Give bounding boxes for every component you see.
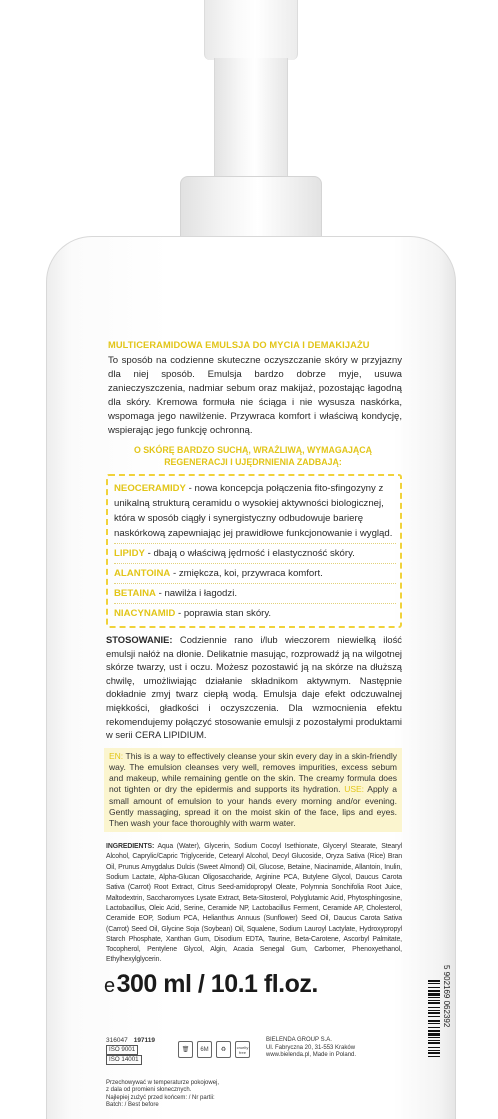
- barcode-bar: [428, 1033, 440, 1036]
- en-text: This is a way to effectively cleanse your skin every day in a skin-friendly way. The emulsion cleanses very well, removes impurities, excess sebum and makeup, while remaining gentle on the skin. The creamy formula does not tighten or dry the epidermis and supports its hydration.: [109, 750, 397, 795]
- barcode-bar: [428, 1047, 440, 1048]
- volume-mark: [104, 970, 402, 999]
- code-1: 316047: [106, 1036, 128, 1044]
- key-ingredient-text: - zmiękcza, koi, przywraca komfort.: [170, 568, 323, 579]
- iso-9001-badge: ISO 9001: [106, 1045, 138, 1055]
- barcode-bar: [428, 990, 440, 992]
- key-ingredient-item: [114, 479, 396, 544]
- e-mark: e: [104, 974, 115, 997]
- ingredients-label: INGREDIENTS:: [106, 843, 155, 851]
- barcode-bar: [428, 1002, 440, 1004]
- product-title: MULTICERAMIDOWA EMULSJA DO MYCIA I DEMAKIJAŻU: [108, 340, 370, 350]
- barcode-bar: [428, 1000, 440, 1001]
- key-ingredient-text: - nawilża i łagodzi.: [155, 588, 237, 599]
- key-ingredient-name: BETAINA: [114, 588, 156, 599]
- ingredients-text: Aqua (Water), Glycerin, Sodium Cocoyl Isethionate, Glyceryl Stearate, Stearyl Alcohol, Caprylic/Capric Triglyceride, Cetearyl Alcohol, Decyl Glucoside, Oryza Sativa (Rice) Bran Oil, Prunus Amygdalus Dulcis (Sweet Almond) Oil, Glucose, Betaine, Niacinamide, Allantoin, Inulin, Sodium Lactate, Alpha-Glucan Oligosaccharide, Arginine PCA, Butylene Glycol, Daucus Carota Sativa (Carrot) Root Extract, Citrus Seed-amidopropyl Oleate, Polymnia Sonchifolia Root Juice, Maltodextrin, Saccharomyces Lysate Extract, Beta-Sitosterol, Polyglutamic Acid, Phytosphingosine, Lactobacillus, Oleic Acid, Serine, Ceramide NP, Lactobacillus Ferment, Ceramide AP, Cholesterol, Ceramide EOP, Sodium PCA, Helianthus Annuus (Sunflower) Seed Oil, Daucus Carota Sativa (Carrot) Seed Oil, Glycine Soja (Soybean) Oil, Squalene, Sodium Lauroyl Lactylate, Hydroxypropyl Starch Phosphate, Xanthan Gum, Disodium EDTA, Taurine, Beta-Carotene, Ascorbyl Palmitate, Tocopherol, Pentylene Glycol, Algin, Acacia Senegal Gum, Carbomer, Phenoxyethanol, Ethylhexylglycerin.: [106, 843, 402, 964]
- key-ingredient-item: [114, 584, 396, 604]
- key-ingredient-item: [114, 604, 396, 623]
- trash-bin-icon: 🗑: [178, 1041, 193, 1058]
- barcode-bar: [428, 983, 440, 984]
- barcode-graphic: [428, 660, 451, 1060]
- english-section: [104, 748, 402, 832]
- label-footer: [106, 1035, 406, 1109]
- company-info: [266, 1037, 356, 1060]
- key-ingredient-text: - poprawia stan skóry.: [175, 608, 272, 619]
- product-codes: [106, 1035, 155, 1065]
- barcode-bar: [428, 1027, 440, 1028]
- key-ingredient-text: - nowa koncepcja połączenia fito-sfingozyny z unikalną strukturą ceramidu o wysokiej aktywności biologicznej, która w sposób ciągły i synergistyczny odbudowuje barierę naskórkową zapewniając jej prawidłowe funkcjonowanie i wygląd.: [114, 483, 393, 539]
- usage-text: Codziennie rano i/lub wieczorem niewielką ilość emulsji nałóż na dłonie. Delikatnie masując, rozprowadź ją na wilgotnej skórze twarzy, ust i oczu. Możesz pozostawić ją na skórze na dłuższą chwilę, umożliwiając działanie składnikom aktywnym. Następnie dokładnie zmyj twarz ciepłą wodą. Emulsja daje efekt odczuwalnej miękkości, gładkości i oczyszczenia. Dla wzmocnienia efektu rekomendujemy połączyć stosowanie emulsji z pozostałymi produktami w serii CERA LIPIDIUM.: [106, 634, 402, 741]
- key-ingredient-name: NEOCERAMIDY: [114, 483, 186, 494]
- barcode-bar: [428, 1010, 440, 1011]
- barcode-bar: [428, 1016, 440, 1017]
- barcode-bar: [428, 1023, 440, 1024]
- barcode-bar: [428, 1037, 440, 1038]
- storage-line: Najlepiej zużyć przed końcem: / Nr partii:: [106, 1094, 215, 1101]
- storage-line: z dala od promieni słonecznych.: [106, 1087, 192, 1094]
- symbol-icons: [178, 1041, 250, 1058]
- barcode-bar: [428, 993, 440, 996]
- barcode-bar: [428, 1012, 440, 1014]
- ingredients-list: [106, 842, 402, 966]
- recycle-icon: ♻: [216, 1041, 231, 1058]
- product-description: To sposób na codzienne skuteczne oczyszczanie skóry w przyjazny dla niej sposób. Emulsja bardzo dobrze myje, usuwa zanieczyszczenia, nadmiar sebum oraz makijaż, pozostając łagodną dla skóry. Kremowa formuła nie ściąga i nie wysusza naskórka, wspomaga jego nawilżenie. Przywraca komfort i właściwą kondycję, wspierając jego funkcję ochronną.: [108, 355, 402, 436]
- barcode-bar: [428, 1056, 440, 1057]
- barcode-bar: [428, 1007, 440, 1008]
- cruelty-free-icon: cruelty free: [235, 1041, 250, 1058]
- en-label: EN:: [109, 750, 124, 761]
- storage-line: Przechowywać w temperaturze pokojowej,: [106, 1080, 220, 1086]
- barcode-number: 5 902169 062392: [442, 965, 451, 1028]
- key-ingredient-item: [114, 544, 396, 564]
- key-ingredient-text: - dbają o właściwą jędrność i elastyczność skóry.: [144, 548, 355, 559]
- key-ingredient-name: LIPIDY: [114, 548, 145, 559]
- barcode-bar: [428, 997, 440, 998]
- volume-text: 300 ml / 10.1 fl.oz.: [116, 969, 318, 998]
- storage-line: Batch: / Best before: [106, 1102, 159, 1109]
- barcode-bar: [428, 987, 440, 988]
- code-2: 197119: [133, 1036, 156, 1044]
- product-label: [104, 330, 402, 999]
- barcode-bar: [428, 1040, 440, 1041]
- storage-info: [106, 1080, 256, 1110]
- key-ingredients-box: [106, 474, 402, 628]
- key-ingredient-name: NIACYNAMID: [114, 608, 176, 619]
- company-name: BIELENDA GROUP S.A.: [266, 1037, 332, 1043]
- company-address: Ul. Fabryczna 20, 31-553 Kraków: [266, 1044, 356, 1051]
- usage-label: STOSOWANIE:: [106, 634, 173, 645]
- usage-instructions: [106, 633, 402, 742]
- iso-14001-badge: ISO 14001: [106, 1055, 142, 1065]
- company-web: www.bielenda.pl, Made in Poland.: [266, 1052, 357, 1059]
- key-ingredients-heading: O SKÓRĘ BARDZO SUCHĄ, WRAŻLIWĄ, WYMAGAJĄCĄ REGENERACJI I UJĘDRNIENIA ZADBAJĄ:: [134, 445, 372, 467]
- barcode-bar: [428, 1050, 440, 1051]
- barcode-bar: [428, 1030, 440, 1032]
- use-text: Apply a small amount of emulsion to your hands every morning and/or evening. Gently massaging, spread it on the moist skin of the face, lips and eyes. Then wash your face thoroughly with warm water.: [109, 784, 397, 828]
- pao-6m-icon: 6M: [197, 1041, 212, 1058]
- barcode: [428, 660, 451, 1060]
- use-label: USE:: [340, 784, 365, 795]
- barcode-bar: [428, 980, 440, 982]
- pump-head: [204, 0, 298, 60]
- barcode-bar: [428, 1052, 440, 1054]
- barcode-bar: [428, 1042, 440, 1044]
- barcode-bar: [428, 1020, 440, 1022]
- pump-collar: [180, 176, 322, 240]
- key-ingredient-name: ALANTOINA: [114, 568, 171, 579]
- key-ingredient-item: [114, 564, 396, 584]
